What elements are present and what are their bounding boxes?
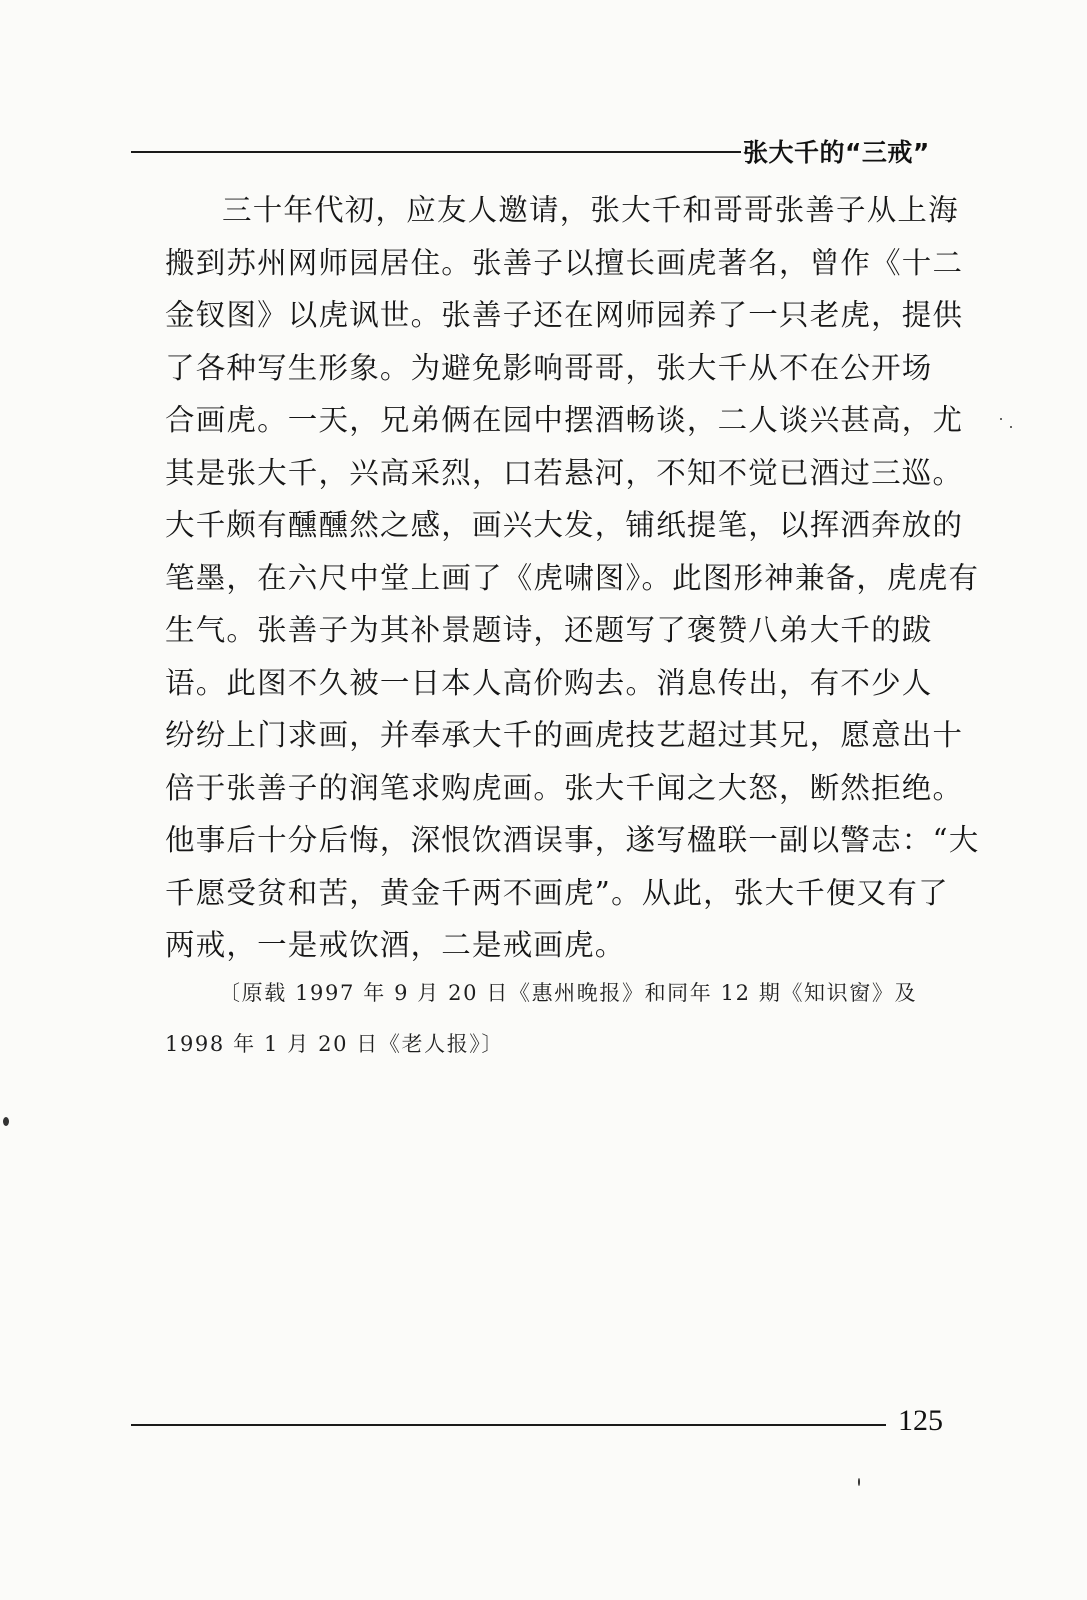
scan-speck [3,1117,9,1126]
body-line: 大千颇有醺醺然之感，画兴大发，铺纸提笔，以挥洒奔放的 [165,508,964,542]
body-line: 语。此图不久被一日本人高价购去。消息传出，有不少人 [165,665,933,700]
article-body [165,184,980,972]
body-line: 笔墨，在六尺中堂上画了《虎啸图》。此图形神兼备，虎虎有 [165,560,980,595]
body-line: 搬到苏州网师园居住。张善子以擅长画虎著名，曾作《十二 [165,245,964,280]
body-line: 其是张大千，兴高采烈，口若悬河，不知不觉已酒过三巡。 [165,455,964,490]
body-line: 两戒，一是戒饮酒，二是戒画虎。 [165,928,626,962]
source-line: 〔原载 1997 年 9 月 20 日《惠州晚报》和同年 12 期《知识窗》及 [219,981,918,1005]
scan-speck [858,1478,860,1486]
scan-speck [1000,418,1002,420]
body-line: 合画虎。一天，兄弟俩在园中摆酒畅谈，二人谈兴甚高，尤 [165,403,964,437]
header-rule [131,151,741,153]
body-line: 他事后十分后悔，深恨饮酒误事，遂写楹联一副以警志：“大 [165,823,980,857]
body-line: 纷纷上门求画，并奉承大千的画虎技艺超过其兄，愿意出十 [165,718,964,752]
body-line: 倍于张善子的润笔求购虎画。张大千闻之大怒，断然拒绝。 [165,770,964,805]
footer-rule [131,1424,886,1426]
source-line: 1998 年 1 月 20 日《老人报》〕 [165,1032,505,1056]
source-note [165,968,918,1070]
running-header-title: 张大千的“三戒” [743,138,930,167]
body-line: 三十年代初，应友人邀请，张大千和哥哥张善子从上海 [222,193,959,227]
scan-speck [1010,426,1012,428]
body-line: 千愿受贫和苦，黄金千两不画虎”。从此，张大千便又有了 [165,875,949,910]
body-line: 生气。张善子为其补景题诗，还题写了褒赞八弟大千的跋 [165,613,933,647]
page-number: 125 [898,1404,943,1437]
body-line: 了各种写生形象。为避免影响哥哥，张大千从不在公开场 [165,350,933,385]
body-line: 金钗图》以虎讽世。张善子还在网师园养了一只老虎，提供 [165,298,964,332]
